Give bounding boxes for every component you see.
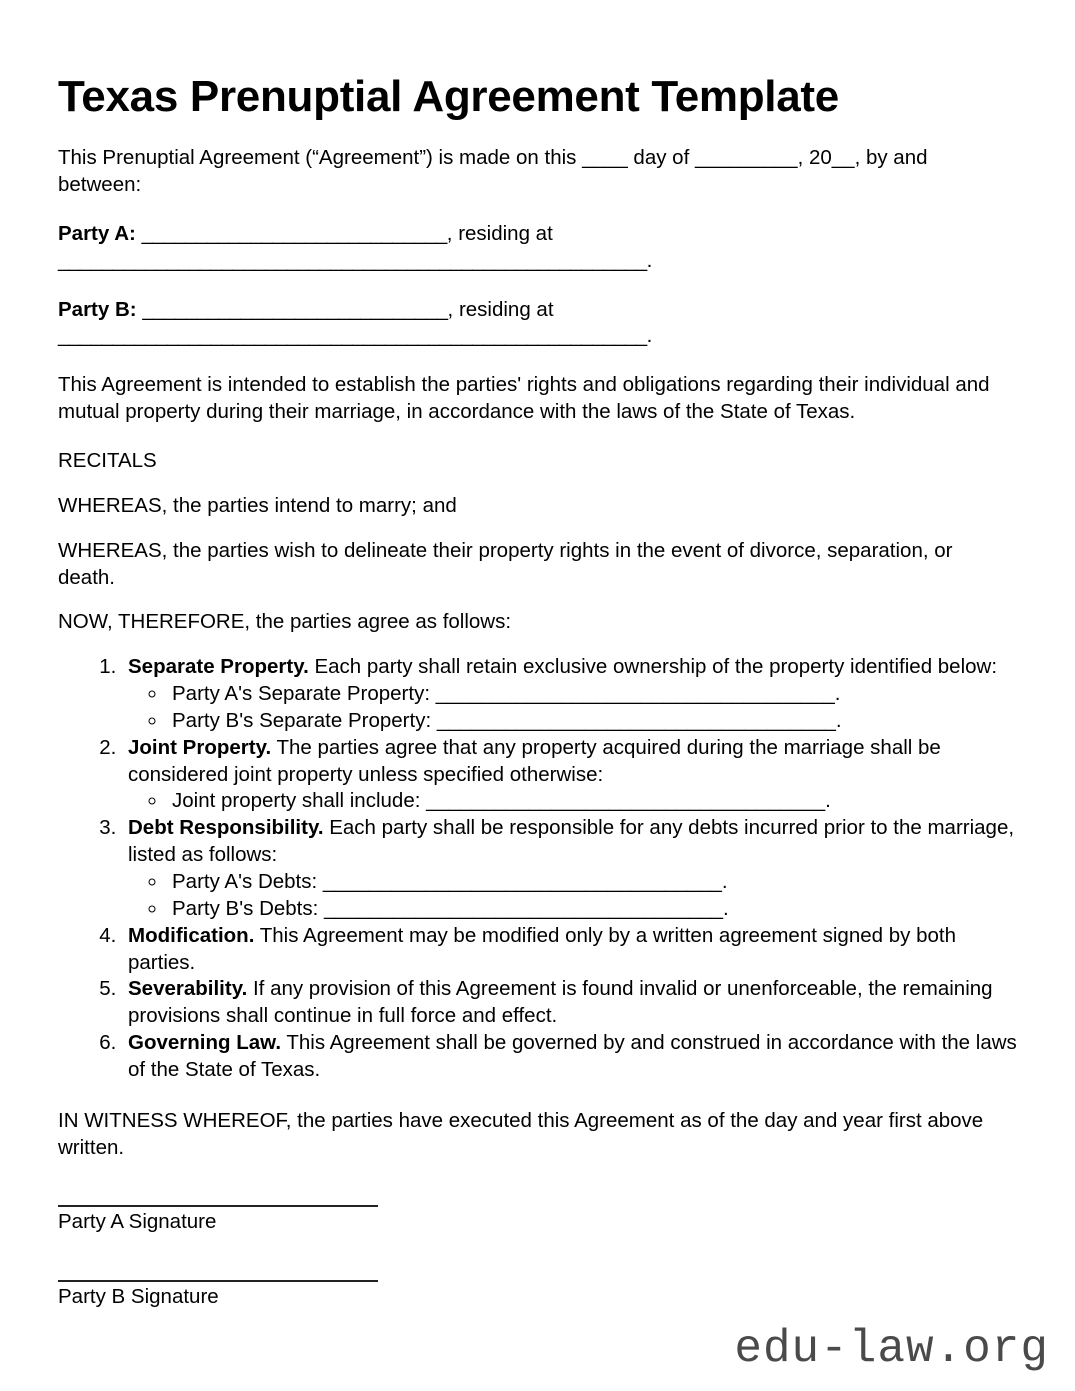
clause-body bbox=[128, 1030, 1017, 1084]
now-therefore-paragraph: NOW, THEREFORE, the parties agree as follows: bbox=[58, 610, 512, 634]
clause-subitem[interactable]: ◦ Party B's Separate Property: ___________________________________. bbox=[168, 708, 1017, 735]
clause-description: Each party shall retain exclusive ownership of the property identified below: bbox=[308, 655, 998, 679]
clause-item bbox=[122, 1030, 1017, 1084]
clause-body bbox=[128, 976, 1017, 1030]
party-b-block bbox=[58, 297, 1017, 351]
signature-block-party-b bbox=[58, 1280, 1017, 1311]
party-a-signature-caption: Party A Signature bbox=[58, 1210, 217, 1234]
whereas-clause-1: WHEREAS, the parties intend to marry; and bbox=[58, 493, 457, 517]
party-a-block bbox=[58, 221, 1017, 275]
purpose-paragraph: This Agreement is intended to establish the parties' rights and obligations regarding their individual and mutual property during their marriage, in accordance with the laws of the State of Texas. bbox=[58, 373, 990, 424]
clause-body bbox=[128, 735, 1017, 789]
clause-subitems bbox=[128, 788, 1017, 815]
party-b-address-blank[interactable]: ______________________________________________________. bbox=[58, 324, 652, 348]
clause-subitem[interactable]: ◦ Party B's Debts: ___________________________________. bbox=[168, 896, 1017, 923]
party-a-residing-text: , residing at bbox=[446, 221, 553, 245]
party-b-residing-text: , residing at bbox=[447, 297, 554, 321]
clause-title: Debt Responsibility. bbox=[128, 816, 324, 840]
recitals-heading: RECITALS bbox=[58, 449, 157, 473]
clause-item bbox=[122, 923, 1017, 977]
clause-description: The parties agree that any property acquired during the marriage shall be considered joint property unless specified otherwise: bbox=[128, 735, 941, 786]
party-a-name-blank[interactable]: ____________________________ bbox=[141, 221, 447, 245]
page-title: Texas Prenuptial Agreement Template bbox=[58, 72, 839, 121]
signature-block-party-a bbox=[58, 1205, 1017, 1236]
clause-item bbox=[122, 735, 1017, 816]
party-a-signature-line[interactable] bbox=[58, 1205, 378, 1207]
party-b-signature-caption: Party B Signature bbox=[58, 1285, 219, 1309]
clause-description: This Agreement shall be governed by and construed in accordance with the laws of the State of Texas. bbox=[128, 1031, 1017, 1081]
intro-paragraph: This Prenuptial Agreement (“Agreement”) is made on this ____ day of _________, 20__, by and between: bbox=[58, 146, 928, 197]
clause-description: If any provision of this Agreement is found invalid or unenforceable, the remaining provisions shall continue in full force and effect. bbox=[128, 977, 993, 1028]
party-b-label: Party B: bbox=[58, 297, 137, 321]
clause-item bbox=[122, 654, 1017, 735]
clause-title: Severability. bbox=[128, 977, 248, 1001]
clause-body bbox=[128, 815, 1017, 869]
clause-subitem[interactable]: ◦ Party A's Debts: ___________________________________. bbox=[168, 869, 1017, 896]
clause-subitems bbox=[128, 869, 1017, 923]
clause-title: Joint Property. bbox=[128, 735, 272, 759]
party-b-signature-line[interactable] bbox=[58, 1280, 378, 1282]
clause-description: Each party shall be responsible for any debts incurred prior to the marriage, listed as follows: bbox=[128, 816, 1015, 867]
clause-body bbox=[128, 654, 1017, 681]
clause-subitem[interactable]: ◦ Party A's Separate Property: ___________________________________. bbox=[168, 681, 1017, 708]
clause-title: Separate Property. bbox=[128, 655, 309, 679]
clause-title: Governing Law. bbox=[128, 1031, 282, 1055]
clause-description: This Agreement may be modified only by a written agreement signed by both parties. bbox=[128, 923, 956, 974]
clauses-list bbox=[58, 654, 1017, 1084]
party-a-address-blank[interactable]: ______________________________________________________. bbox=[58, 248, 652, 272]
clause-title: Modification. bbox=[128, 923, 255, 947]
party-b-name-blank[interactable]: ____________________________ bbox=[142, 297, 448, 321]
clause-subitem[interactable]: ◦ Joint property shall include: ___________________________________. bbox=[168, 788, 1017, 815]
clause-body bbox=[128, 923, 1017, 977]
clause-subitems bbox=[128, 681, 1017, 735]
site-watermark: edu-law.org bbox=[734, 1323, 1049, 1375]
witness-paragraph: IN WITNESS WHEREOF, the parties have executed this Agreement as of the day and year first above written. bbox=[58, 1108, 984, 1159]
whereas-clause-2: WHEREAS, the parties wish to delineate their property rights in the event of divorce, separation, or death. bbox=[58, 538, 953, 589]
clause-item bbox=[122, 815, 1017, 922]
party-a-label: Party A: bbox=[58, 221, 136, 245]
clause-item bbox=[122, 976, 1017, 1030]
